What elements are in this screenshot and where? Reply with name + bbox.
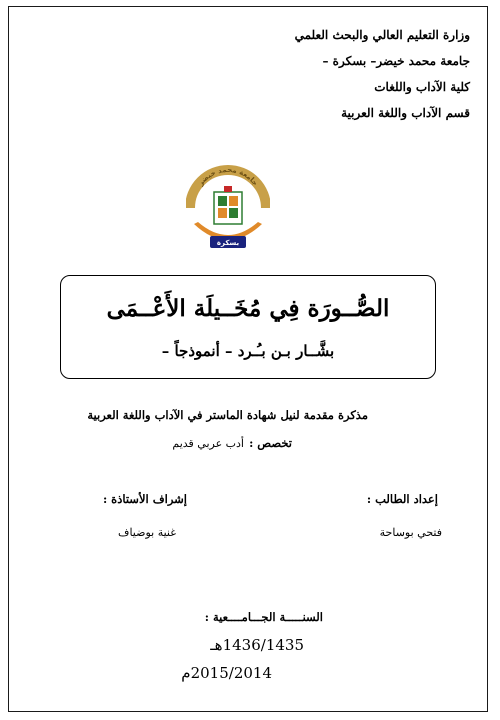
ministry-line: وزارة التعليم العالي والبحث العلمي bbox=[294, 28, 470, 42]
thesis-title: الصُّــورَة فِي مُخَــيلَة الأَعْــمَى bbox=[106, 295, 390, 322]
supervisor-label: إشراف الأستاذة : bbox=[102, 492, 187, 506]
svg-text:جامعة محمد خيضر bbox=[196, 166, 259, 188]
logo-city-text: بسكرة bbox=[216, 239, 240, 247]
specialty-label: تخصص : bbox=[249, 436, 292, 450]
specialty-value: أدب عربي قديم bbox=[172, 437, 244, 450]
student-label: إعداد الطالب : bbox=[366, 492, 438, 506]
gregorian-year: 2015/2014م bbox=[181, 664, 272, 682]
academic-year-label: السنـــــة الجـــامــــعية : bbox=[204, 610, 323, 624]
title-box bbox=[60, 275, 436, 379]
logo-ring-text: جامعة محمد خيضر bbox=[196, 165, 260, 188]
thesis-statement: مذكرة مقدمة لنيل شهادة الماستر في الآداب واللغة العربية bbox=[87, 408, 368, 422]
institution-header bbox=[295, 22, 470, 126]
student-name: فتحي بوساحة bbox=[379, 526, 442, 539]
faculty-line: كلية الآداب واللغات bbox=[374, 80, 470, 94]
department-line: قسم الآداب واللغة العربية bbox=[341, 106, 470, 120]
supervisor-name: غنية بوضياف bbox=[118, 526, 176, 539]
specialty-line bbox=[172, 432, 292, 451]
university-logo bbox=[186, 164, 270, 260]
thesis-subtitle: بشَّــار بـن بـُـرد – أنموذجاً – bbox=[161, 342, 335, 360]
hijri-year: 1436/1435هـ bbox=[210, 636, 304, 654]
university-line: جامعة محمد خيضر– بسكرة – bbox=[322, 54, 470, 68]
